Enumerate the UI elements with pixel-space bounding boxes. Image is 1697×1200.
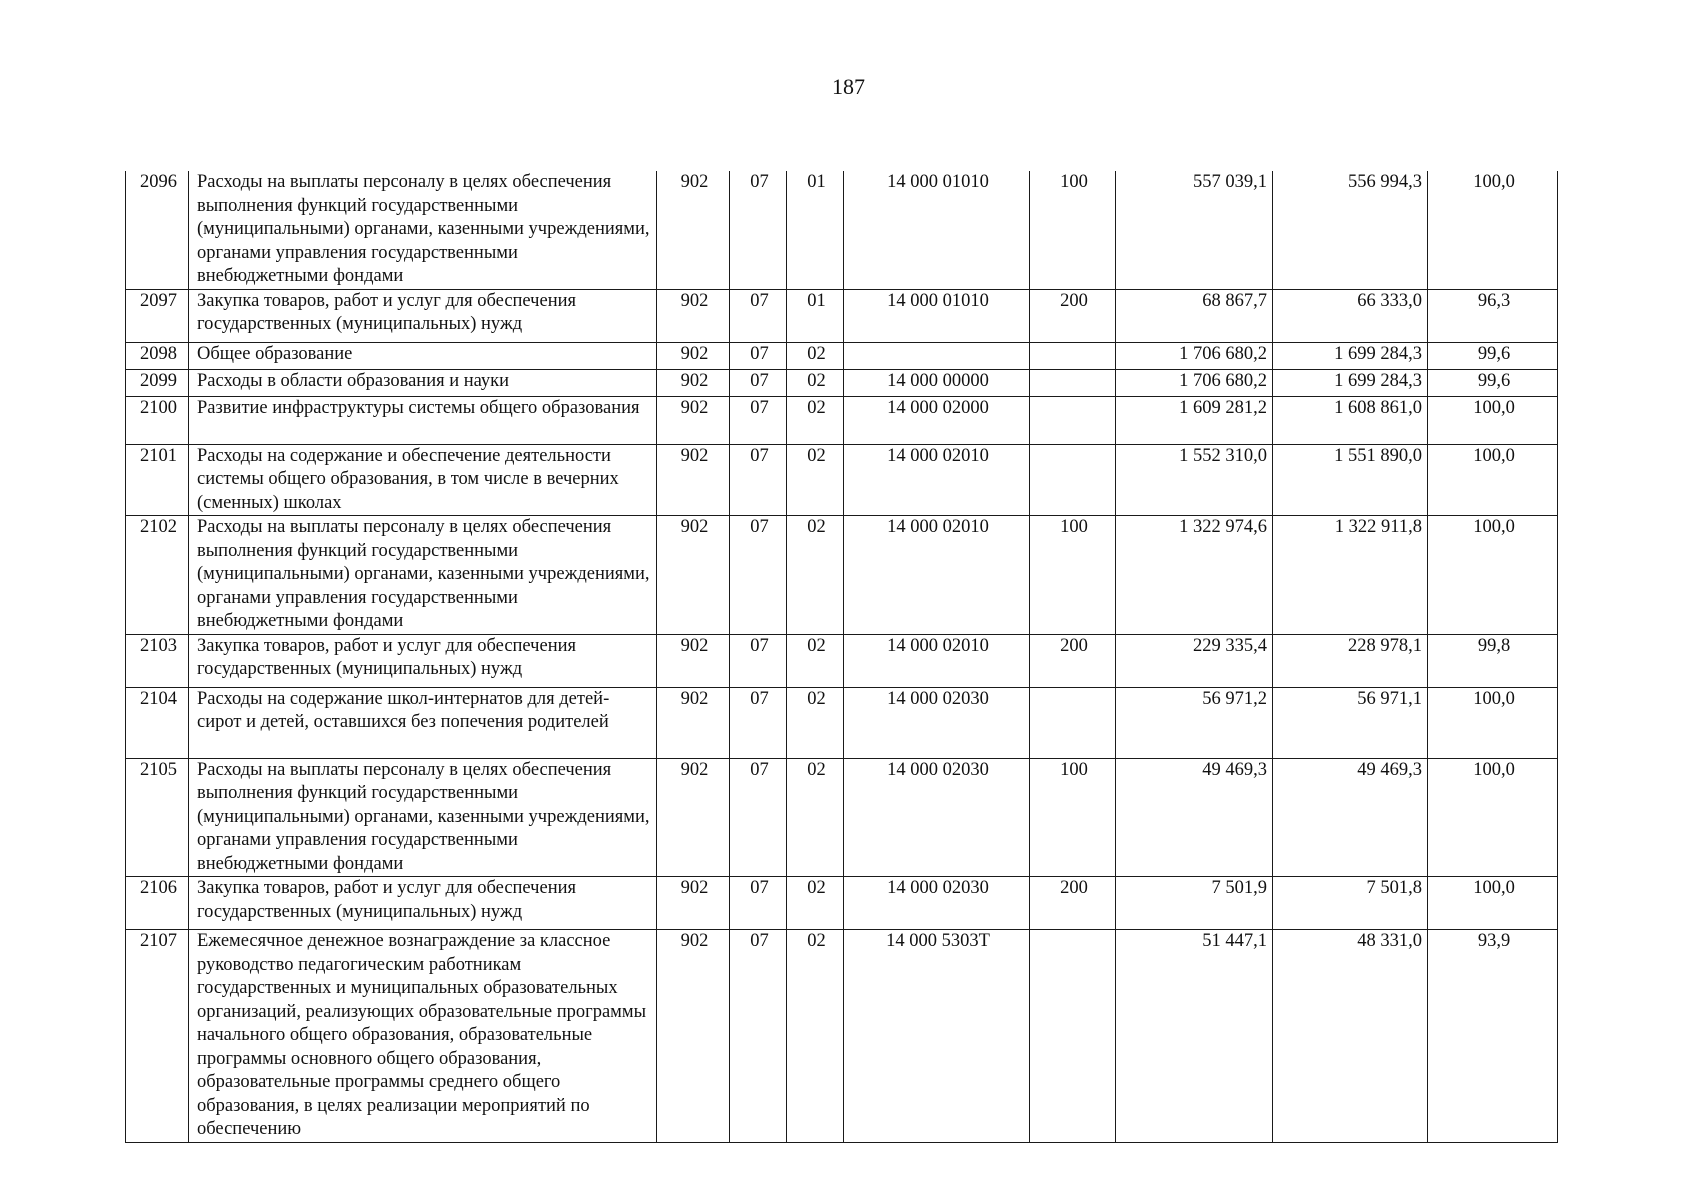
target-article-code: 14 000 02030 (844, 877, 1030, 930)
actual-amount: 556 994,3 (1273, 171, 1428, 289)
execution-percent: 99,6 (1428, 369, 1558, 396)
expense-type-code (1030, 687, 1116, 758)
table-row (126, 516, 1558, 635)
table-body (126, 171, 1558, 1142)
subsection-code: 02 (787, 634, 844, 687)
execution-percent: 100,0 (1428, 758, 1558, 877)
expense-type-code: 100 (1030, 758, 1116, 877)
planned-amount: 68 867,7 (1116, 289, 1273, 342)
execution-percent: 100,0 (1428, 444, 1558, 516)
actual-amount: 1 608 861,0 (1273, 396, 1428, 444)
section-code: 07 (730, 516, 787, 635)
section-code: 07 (730, 171, 787, 289)
section-code: 07 (730, 758, 787, 877)
planned-amount: 7 501,9 (1116, 877, 1273, 930)
section-code: 07 (730, 930, 787, 1143)
execution-percent: 100,0 (1428, 396, 1558, 444)
actual-amount: 1 699 284,3 (1273, 369, 1428, 396)
planned-amount: 51 447,1 (1116, 930, 1273, 1143)
planned-amount: 1 552 310,0 (1116, 444, 1273, 516)
expense-name: Закупка товаров, работ и услуг для обеспечения государственных (муниципальных) нужд (189, 289, 657, 342)
expense-name: Расходы на содержание и обеспечение деятельности системы общего образования, в том числе в вечерних (сменных) школах (189, 444, 657, 516)
expense-name: Расходы на содержание школ-интернатов для детей-сирот и детей, оставшихся без попечения родителей (189, 687, 657, 758)
ministry-code: 902 (657, 289, 730, 342)
execution-percent: 100,0 (1428, 687, 1558, 758)
ministry-code: 902 (657, 877, 730, 930)
subsection-code: 02 (787, 758, 844, 877)
expense-type-code (1030, 396, 1116, 444)
actual-amount: 66 333,0 (1273, 289, 1428, 342)
actual-amount: 1 699 284,3 (1273, 342, 1428, 369)
table-row (126, 444, 1558, 516)
planned-amount: 1 706 680,2 (1116, 342, 1273, 369)
ministry-code: 902 (657, 516, 730, 635)
row-number: 2101 (126, 444, 189, 516)
actual-amount: 48 331,0 (1273, 930, 1428, 1143)
execution-percent: 100,0 (1428, 877, 1558, 930)
ministry-code: 902 (657, 758, 730, 877)
subsection-code: 02 (787, 687, 844, 758)
target-article-code: 14 000 02010 (844, 634, 1030, 687)
expense-type-code (1030, 342, 1116, 369)
row-number: 2104 (126, 687, 189, 758)
table-row (126, 758, 1558, 877)
section-code: 07 (730, 634, 787, 687)
expense-name: Закупка товаров, работ и услуг для обеспечения государственных (муниципальных) нужд (189, 634, 657, 687)
target-article-code: 14 000 00000 (844, 369, 1030, 396)
row-number: 2106 (126, 877, 189, 930)
subsection-code: 02 (787, 396, 844, 444)
ministry-code: 902 (657, 369, 730, 396)
expense-type-code (1030, 444, 1116, 516)
planned-amount: 1 322 974,6 (1116, 516, 1273, 635)
row-number: 2099 (126, 369, 189, 396)
execution-percent: 100,0 (1428, 516, 1558, 635)
row-number: 2102 (126, 516, 189, 635)
target-article-code: 14 000 02010 (844, 516, 1030, 635)
expense-name: Общее образование (189, 342, 657, 369)
target-article-code: 14 000 02000 (844, 396, 1030, 444)
table-row (126, 877, 1558, 930)
expense-type-code: 200 (1030, 634, 1116, 687)
execution-percent: 96,3 (1428, 289, 1558, 342)
subsection-code: 02 (787, 877, 844, 930)
budget-table (125, 171, 1558, 1143)
expense-name: Расходы в области образования и науки (189, 369, 657, 396)
section-code: 07 (730, 369, 787, 396)
table-row (126, 171, 1558, 289)
ministry-code: 902 (657, 930, 730, 1143)
subsection-code: 02 (787, 444, 844, 516)
subsection-code: 02 (787, 930, 844, 1143)
actual-amount: 56 971,1 (1273, 687, 1428, 758)
page-number: 187 (832, 74, 865, 99)
section-code: 07 (730, 687, 787, 758)
section-code: 07 (730, 444, 787, 516)
table-row (126, 396, 1558, 444)
planned-amount: 49 469,3 (1116, 758, 1273, 877)
planned-amount: 56 971,2 (1116, 687, 1273, 758)
expense-name: Развитие инфраструктуры системы общего образования (189, 396, 657, 444)
planned-amount: 1 609 281,2 (1116, 396, 1273, 444)
target-article-code: 14 000 5303Т (844, 930, 1030, 1143)
expense-name: Расходы на выплаты персоналу в целях обеспечения выполнения функций государственными (муниципальными) органами, казенными учреждениями, органами управления государственными внебюджетными фондами (189, 171, 657, 289)
expense-type-code: 200 (1030, 289, 1116, 342)
subsection-code: 02 (787, 516, 844, 635)
target-article-code: 14 000 01010 (844, 171, 1030, 289)
subsection-code: 02 (787, 369, 844, 396)
table-row (126, 342, 1558, 369)
section-code: 07 (730, 289, 787, 342)
actual-amount: 228 978,1 (1273, 634, 1428, 687)
expense-type-code: 100 (1030, 516, 1116, 635)
actual-amount: 1 551 890,0 (1273, 444, 1428, 516)
planned-amount: 557 039,1 (1116, 171, 1273, 289)
target-article-code: 14 000 02010 (844, 444, 1030, 516)
table-row (126, 289, 1558, 342)
planned-amount: 229 335,4 (1116, 634, 1273, 687)
row-number: 2096 (126, 171, 189, 289)
actual-amount: 49 469,3 (1273, 758, 1428, 877)
row-number: 2103 (126, 634, 189, 687)
expense-name: Расходы на выплаты персоналу в целях обеспечения выполнения функций государственными (муниципальными) органами, казенными учреждениями, органами управления государственными внебюджетными фондами (189, 516, 657, 635)
expense-name: Закупка товаров, работ и услуг для обеспечения государственных (муниципальных) нужд (189, 877, 657, 930)
expense-type-code (1030, 369, 1116, 396)
table-row (126, 369, 1558, 396)
planned-amount: 1 706 680,2 (1116, 369, 1273, 396)
target-article-code: 14 000 01010 (844, 289, 1030, 342)
row-number: 2097 (126, 289, 189, 342)
row-number: 2100 (126, 396, 189, 444)
target-article-code: 14 000 02030 (844, 687, 1030, 758)
subsection-code: 01 (787, 171, 844, 289)
ministry-code: 902 (657, 171, 730, 289)
section-code: 07 (730, 342, 787, 369)
table-row (126, 930, 1558, 1143)
execution-percent: 99,8 (1428, 634, 1558, 687)
subsection-code: 01 (787, 289, 844, 342)
row-number: 2098 (126, 342, 189, 369)
target-article-code: 14 000 02030 (844, 758, 1030, 877)
section-code: 07 (730, 877, 787, 930)
expense-name: Ежемесячное денежное вознаграждение за классное руководство педагогическим работникам государственных и муниципальных образовательных организаций, реализующих образовательные программы начального общего образования, образовательные программы основного общего образования, образовательные программы среднего общего образования, в целях реализации мероприятий по обеспечению (189, 930, 657, 1143)
section-code: 07 (730, 396, 787, 444)
expense-type-code (1030, 930, 1116, 1143)
ministry-code: 902 (657, 342, 730, 369)
ministry-code: 902 (657, 444, 730, 516)
target-article-code (844, 342, 1030, 369)
execution-percent: 93,9 (1428, 930, 1558, 1143)
expense-name: Расходы на выплаты персоналу в целях обеспечения выполнения функций государственными (муниципальными) органами, казенными учреждениями, органами управления государственными внебюджетными фондами (189, 758, 657, 877)
table-row (126, 687, 1558, 758)
actual-amount: 1 322 911,8 (1273, 516, 1428, 635)
execution-percent: 99,6 (1428, 342, 1558, 369)
expense-type-code: 100 (1030, 171, 1116, 289)
ministry-code: 902 (657, 634, 730, 687)
ministry-code: 902 (657, 687, 730, 758)
table-row (126, 634, 1558, 687)
actual-amount: 7 501,8 (1273, 877, 1428, 930)
expense-type-code: 200 (1030, 877, 1116, 930)
ministry-code: 902 (657, 396, 730, 444)
subsection-code: 02 (787, 342, 844, 369)
row-number: 2107 (126, 930, 189, 1143)
execution-percent: 100,0 (1428, 171, 1558, 289)
row-number: 2105 (126, 758, 189, 877)
